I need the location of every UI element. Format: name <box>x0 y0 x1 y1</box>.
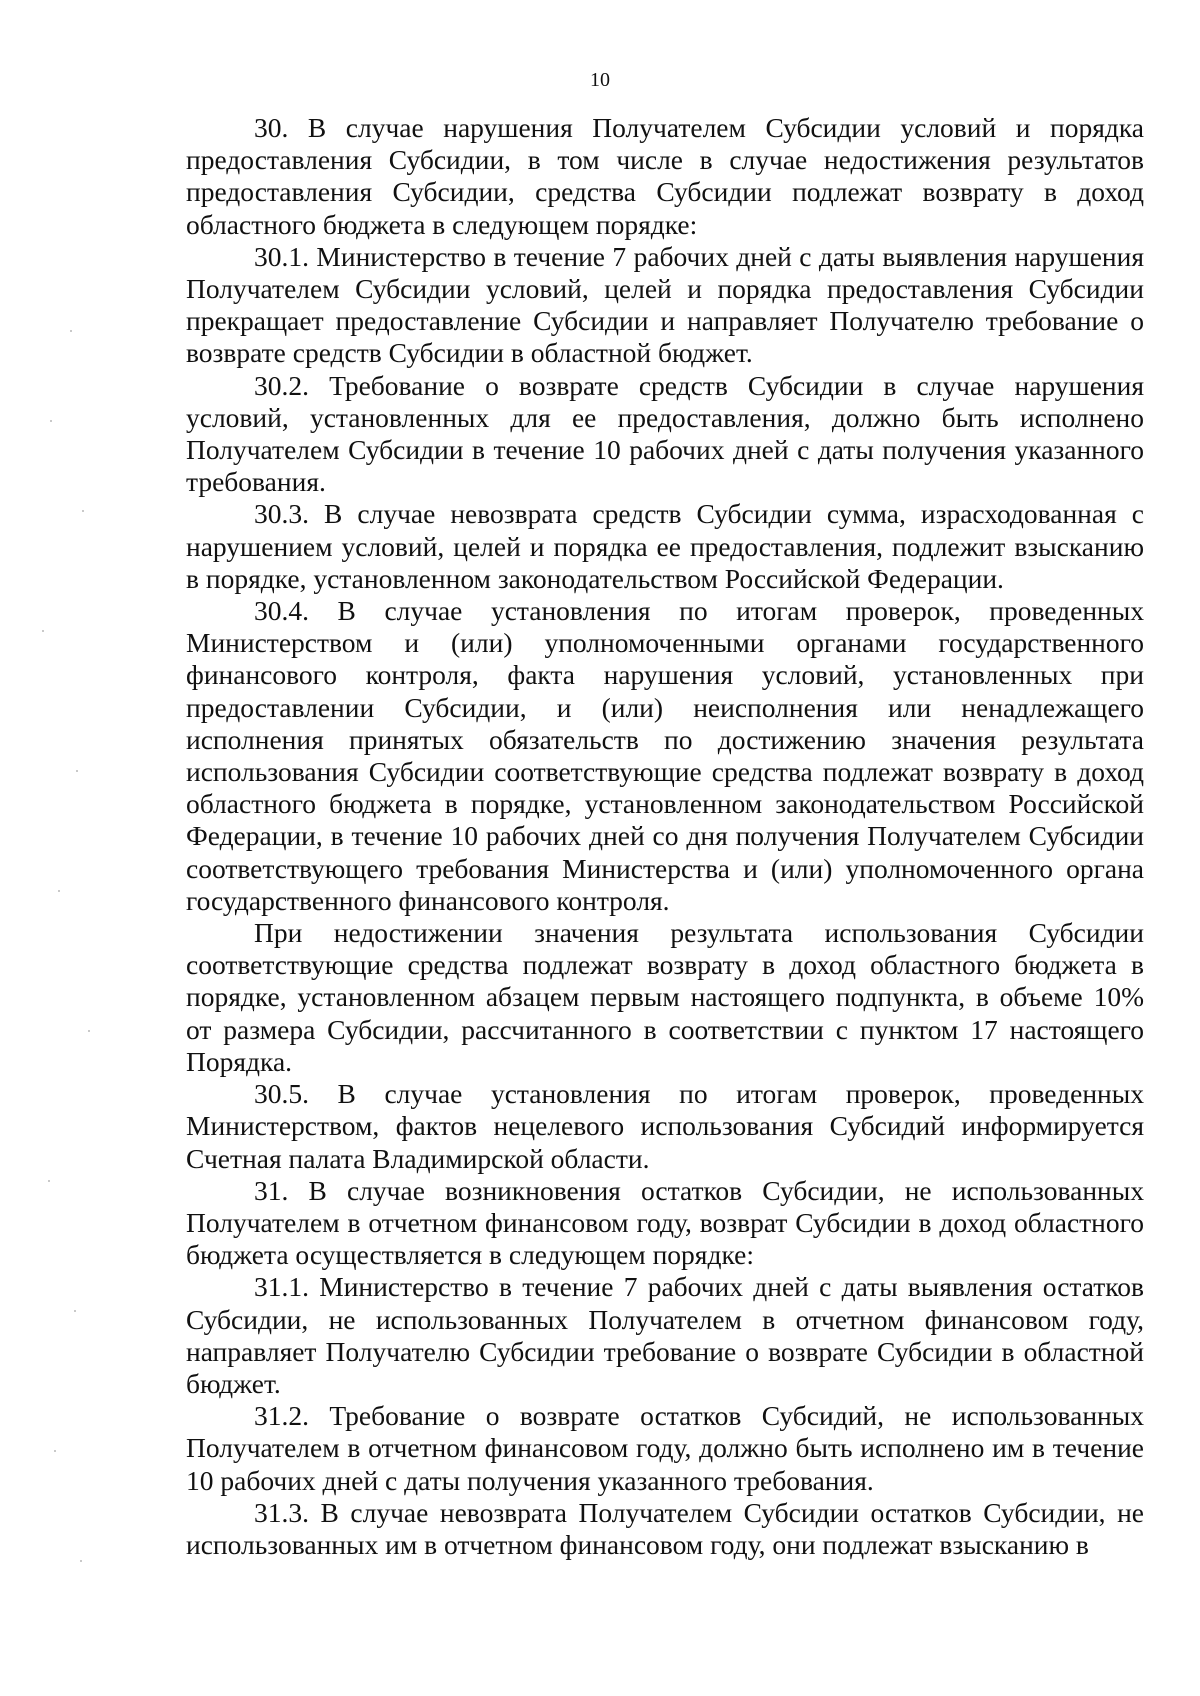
paragraph-30: 30. В случае нарушения Получателем Субсидии условий и порядка предоставления Субсидии, в том числе в случае недостижения результатов предоставления Субсидии, средства Субсидии подлежат возврату в доход областного бюджета в следующем порядке: <box>186 112 1144 240</box>
document-body <box>186 112 1144 1561</box>
paragraph-30-1: 30.1. Министерство в течение 7 рабочих дней с даты выявления нарушения Получателем Субсидии условий, целей и порядка предоставления Субсидии прекращает предоставление Субсидии и направляет Получателю требование о возврате средств Субсидии в областной бюджет. <box>186 240 1144 369</box>
paragraph-30-4-second: При недостижении значения результата использования Субсидии соответствующие средства подлежат возврату в доход областного бюджета в порядке, установленном абзацем первым настоящего подпункта, в объеме 10% от размера Субсидии, рассчитанного в соответствии с пунктом 17 настоящего Порядка. <box>186 917 1144 1077</box>
paragraph-30-4: 30.4. В случае установления по итогам проверок, проведенных Министерством и (или) уполномоченными органами государственного финансового контроля, факта нарушения условий, установленных при предоставлении Субсидии, и (или) неисполнения или ненадлежащего исполнения принятых обязательств по достижению значения результата использования Субсидии соответствующие средства подлежат возврату в доход областного бюджета в порядке, установленном законодательством Российской Федерации, в течение 10 рабочих дней со дня получения Получателем Субсидии соответствующего требования Министерства и (или) уполномоченного органа государственного финансового контроля. <box>186 595 1144 916</box>
paragraph-30-3: 30.3. В случае невозврата средств Субсидии сумма, израсходованная с нарушением условий, целей и порядка ее предоставления, подлежит взысканию в порядке, установленном законодательством Российской Федерации. <box>186 498 1144 594</box>
paragraph-31-2: 31.2. Требование о возврате остатков Субсидий, не использованных Получателем в отчетном финансовом году, должно быть исполнено им в течение 10 рабочих дней с даты получения указанного требования. <box>186 1400 1144 1496</box>
paragraph-31-1: 31.1. Министерство в течение 7 рабочих дней с даты выявления остатков Субсидии, не использованных Получателем в отчетном финансовом году, направляет Получателю Субсидии требование о возврате Субсидии в областной бюджет. <box>186 1271 1144 1399</box>
scan-artifacts <box>30 300 100 1600</box>
paragraph-30-2: 30.2. Требование о возврате средств Субсидии в случае нарушения условий, установленных для ее предоставления, должно быть исполнено Получателем Субсидии в течение 10 рабочих дней с даты получения указанного требования. <box>186 369 1144 498</box>
paragraph-31: 31. В случае возникновения остатков Субсидии, не использованных Получателем в отчетном финансовом году, возврат Субсидии в доход областного бюджета осуществляется в следующем порядке: <box>186 1174 1144 1271</box>
page-number: 10 <box>590 69 610 91</box>
paragraph-31-3: 31.3. В случае невозврата Получателем Субсидии остатков Субсидии, не использованных им в отчетном финансовом году, они подлежат взысканию в <box>186 1496 1144 1560</box>
paragraph-30-5: 30.5. В случае установления по итогам проверок, проведенных Министерством, фактов нецелевого использования Субсидий информируется Счетная палата Владимирской области. <box>186 1078 1144 1174</box>
